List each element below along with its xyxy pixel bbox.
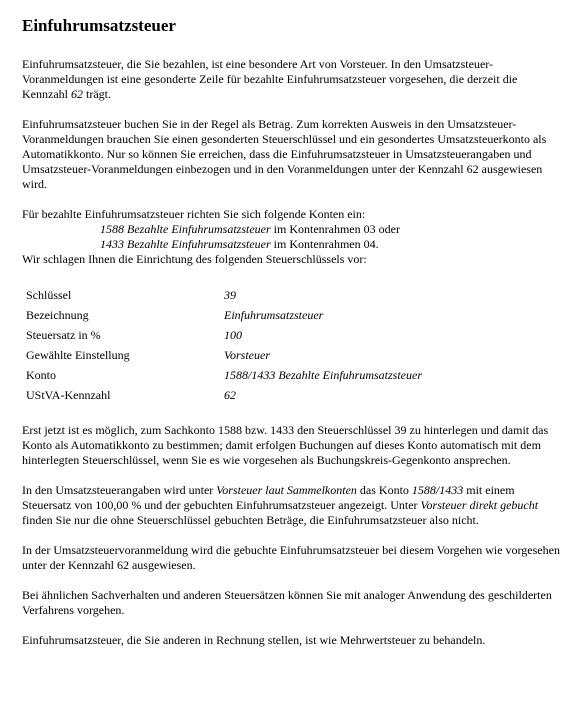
paragraph-intro xyxy=(22,57,561,102)
paragraph-automatic-account: Erst jetzt ist es möglich, zum Sachkonto 1588 bzw. 1433 den Steuerschlüssel 39 zu hinterlegen und damit das Konto als Automatikkonto zu bestimmen; damit erfolgen Buchungen auf dieses Konto automatisch mit dem hinterlegten Steuerschlüssel, wenn Sie es wie vorgesehen als Buchungskreis-Gegenkonto ansprechen. xyxy=(22,423,549,467)
table-key: Bezeichnung xyxy=(26,308,89,322)
tax-key-table xyxy=(22,288,422,408)
table-row xyxy=(22,348,422,368)
account-1588: 1588 Bezahlte Einfuhrumsatzsteuer xyxy=(100,222,271,236)
account-line-skr04 xyxy=(22,237,561,252)
account-1433-frame: im Kontenrahmen 04. xyxy=(270,237,379,251)
table-row xyxy=(22,288,422,308)
table-value: 39 xyxy=(224,288,236,302)
accounts-outro: Wir schlagen Ihnen die Einrichtung des folgenden Steuerschlüssels vor: xyxy=(22,252,367,266)
tax-reports-text-c: mit einem Steuersatz von 100,00 % und der gebuchten Einfuhrumsatzsteuer angezeigt. Unter xyxy=(22,483,515,512)
table-row xyxy=(22,308,422,328)
term-vorsteuer-direkt: Vorsteuer direkt gebucht xyxy=(420,498,539,512)
table-value: 62 xyxy=(224,388,236,402)
paragraph-tax-reports xyxy=(22,483,561,528)
paragraph-intro-text: Einfuhrumsatzsteuer, die Sie bezahlen, ist eine besondere Art von Vorsteuer. In den Umsatzsteuer-Voranmeldungen ist eine gesonderte Zeile für bezahlte Einfuhrumsatzsteuer vorgesehen, die derzeit die Kennzahl xyxy=(22,57,518,101)
page-title: Einfuhrumsatzsteuer xyxy=(22,16,176,35)
paragraph-invoicing: Einfuhrumsatzsteuer, die Sie anderen in Rechnung stellen, ist wie Mehrwertsteuer zu behandeln. xyxy=(22,633,486,647)
account-1433: 1433 Bezahlte Einfuhrumsatzsteuer xyxy=(100,237,271,251)
table-key: Gewählte Einstellung xyxy=(26,348,130,362)
table-value: 1588/1433 Bezahlte Einfuhrumsatzsteuer xyxy=(224,368,422,382)
kennzahl-reference: 62 xyxy=(70,87,83,101)
accounts-intro: Für bezahlte Einfuhrumsatzsteuer richten Sie sich folgende Konten ein: xyxy=(22,207,366,221)
paragraph-intro-end: trägt. xyxy=(82,87,111,101)
table-row xyxy=(22,368,422,388)
tax-reports-text-d: finden Sie nur die ohne Steuerschlüssel gebuchten Beträge, die Einfuhrumsatzsteuer also nicht. xyxy=(22,513,479,527)
table-row xyxy=(22,388,422,408)
paragraph-similar-cases: Bei ähnlichen Sachverhalten und anderen Steuersätzen können Sie mit analoger Anwendung des geschilderten Verfahrens vorgehen. xyxy=(22,588,552,617)
table-key: Steuersatz in % xyxy=(26,328,101,342)
table-value: 100 xyxy=(224,328,242,342)
term-konto: 1588/1433 xyxy=(411,483,464,497)
table-value: Vorsteuer xyxy=(224,348,270,362)
table-key: UStVA-Kennzahl xyxy=(26,388,111,402)
paragraph-accounts xyxy=(22,207,561,267)
paragraph-booking: Einfuhrumsatzsteuer buchen Sie in der Regel als Betrag. Zum korrekten Ausweis in den Umsatzsteuer-Voranmeldungen brauchen Sie einen gesonderten Steuerschlüssel und ein gesondertes Umsatzsteuerkonto als Automatikkonto. Nur so können Sie erreichen, dass die Einfuhrumsatzsteuer in Umsatzsteuerangaben und Umsatzsteuer-Voranmeldungen einbezogen und in den Voranmeldungen unter der Kennzahl 62 ausgewiesen wird. xyxy=(22,117,547,191)
table-key: Konto xyxy=(26,368,56,382)
tax-reports-text-a: In den Umsatzsteuerangaben wird unter xyxy=(22,483,217,497)
account-line-skr03 xyxy=(22,222,561,237)
term-vorsteuer-sammelkonten: Vorsteuer laut Sammelkonten xyxy=(216,483,357,497)
paragraph-advance-return: In der Umsatzsteuervoranmeldung wird die gebuchte Einfuhrumsatzsteuer bei diesem Vorgehen wie vorgesehen unter der Kennzahl 62 ausgewiesen. xyxy=(22,543,560,572)
table-value: Einfuhrumsatzsteuer xyxy=(224,308,324,322)
account-1588-frame: im Kontenrahmen 03 oder xyxy=(270,222,400,236)
table-row xyxy=(22,328,422,348)
tax-reports-text-b: das Konto xyxy=(356,483,412,497)
table-key: Schlüssel xyxy=(26,288,72,302)
